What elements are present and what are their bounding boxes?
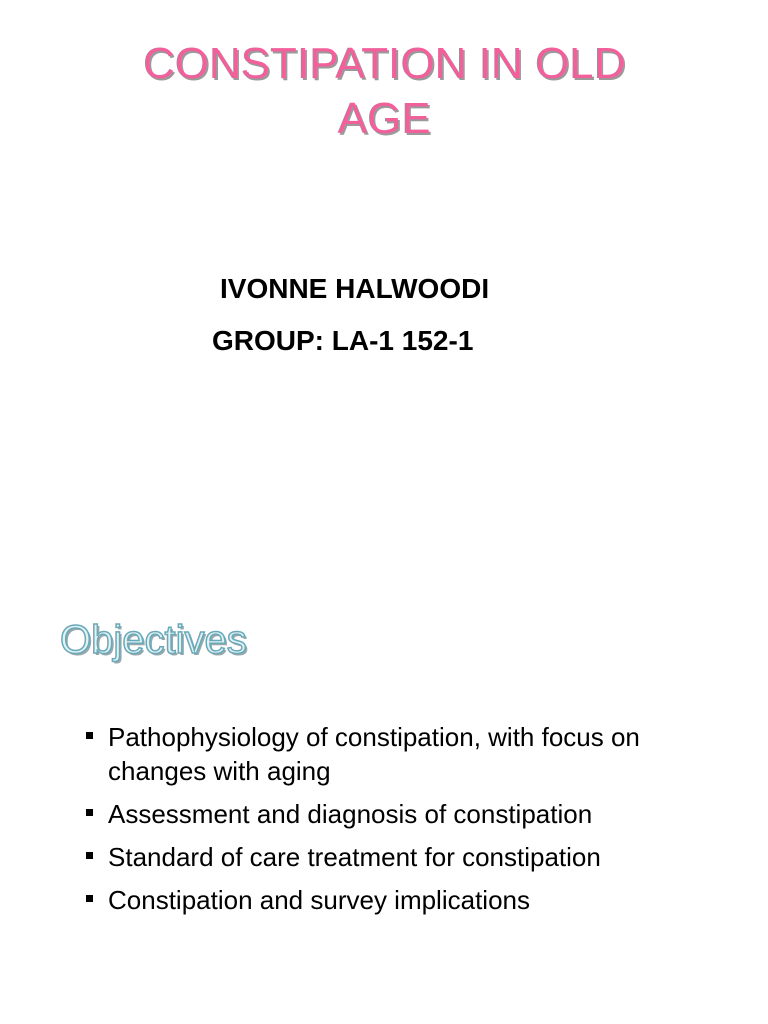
list-item-line: Standard of care treatment for constipation xyxy=(108,842,601,872)
objectives-slide xyxy=(0,512,768,1024)
square-bullet-icon xyxy=(86,809,93,816)
list-item xyxy=(86,883,746,917)
slide-title-line-1: CONSTIPATION IN OLD xyxy=(142,39,626,88)
square-bullet-icon xyxy=(86,895,93,902)
list-item-line: changes with aging xyxy=(108,756,331,786)
list-item-line: Assessment and diagnosis of constipation xyxy=(108,799,593,829)
list-item xyxy=(86,720,746,788)
list-item-line: Constipation and survey implications xyxy=(108,885,530,915)
list-item xyxy=(86,797,746,831)
square-bullet-icon xyxy=(86,852,93,859)
slide-title xyxy=(60,36,708,146)
square-bullet-icon xyxy=(86,732,93,739)
list-item-line: Pathophysiology of constipation, with focus on xyxy=(108,722,640,752)
objectives-title: Objectives xyxy=(60,618,247,662)
author-name: IVONNE HALWOODI xyxy=(220,273,490,304)
slide-title-line-2: AGE xyxy=(337,94,431,143)
group-label: GROUP: LA-1 152-1 xyxy=(212,325,474,356)
objectives-list xyxy=(86,720,746,926)
list-item xyxy=(86,840,746,874)
